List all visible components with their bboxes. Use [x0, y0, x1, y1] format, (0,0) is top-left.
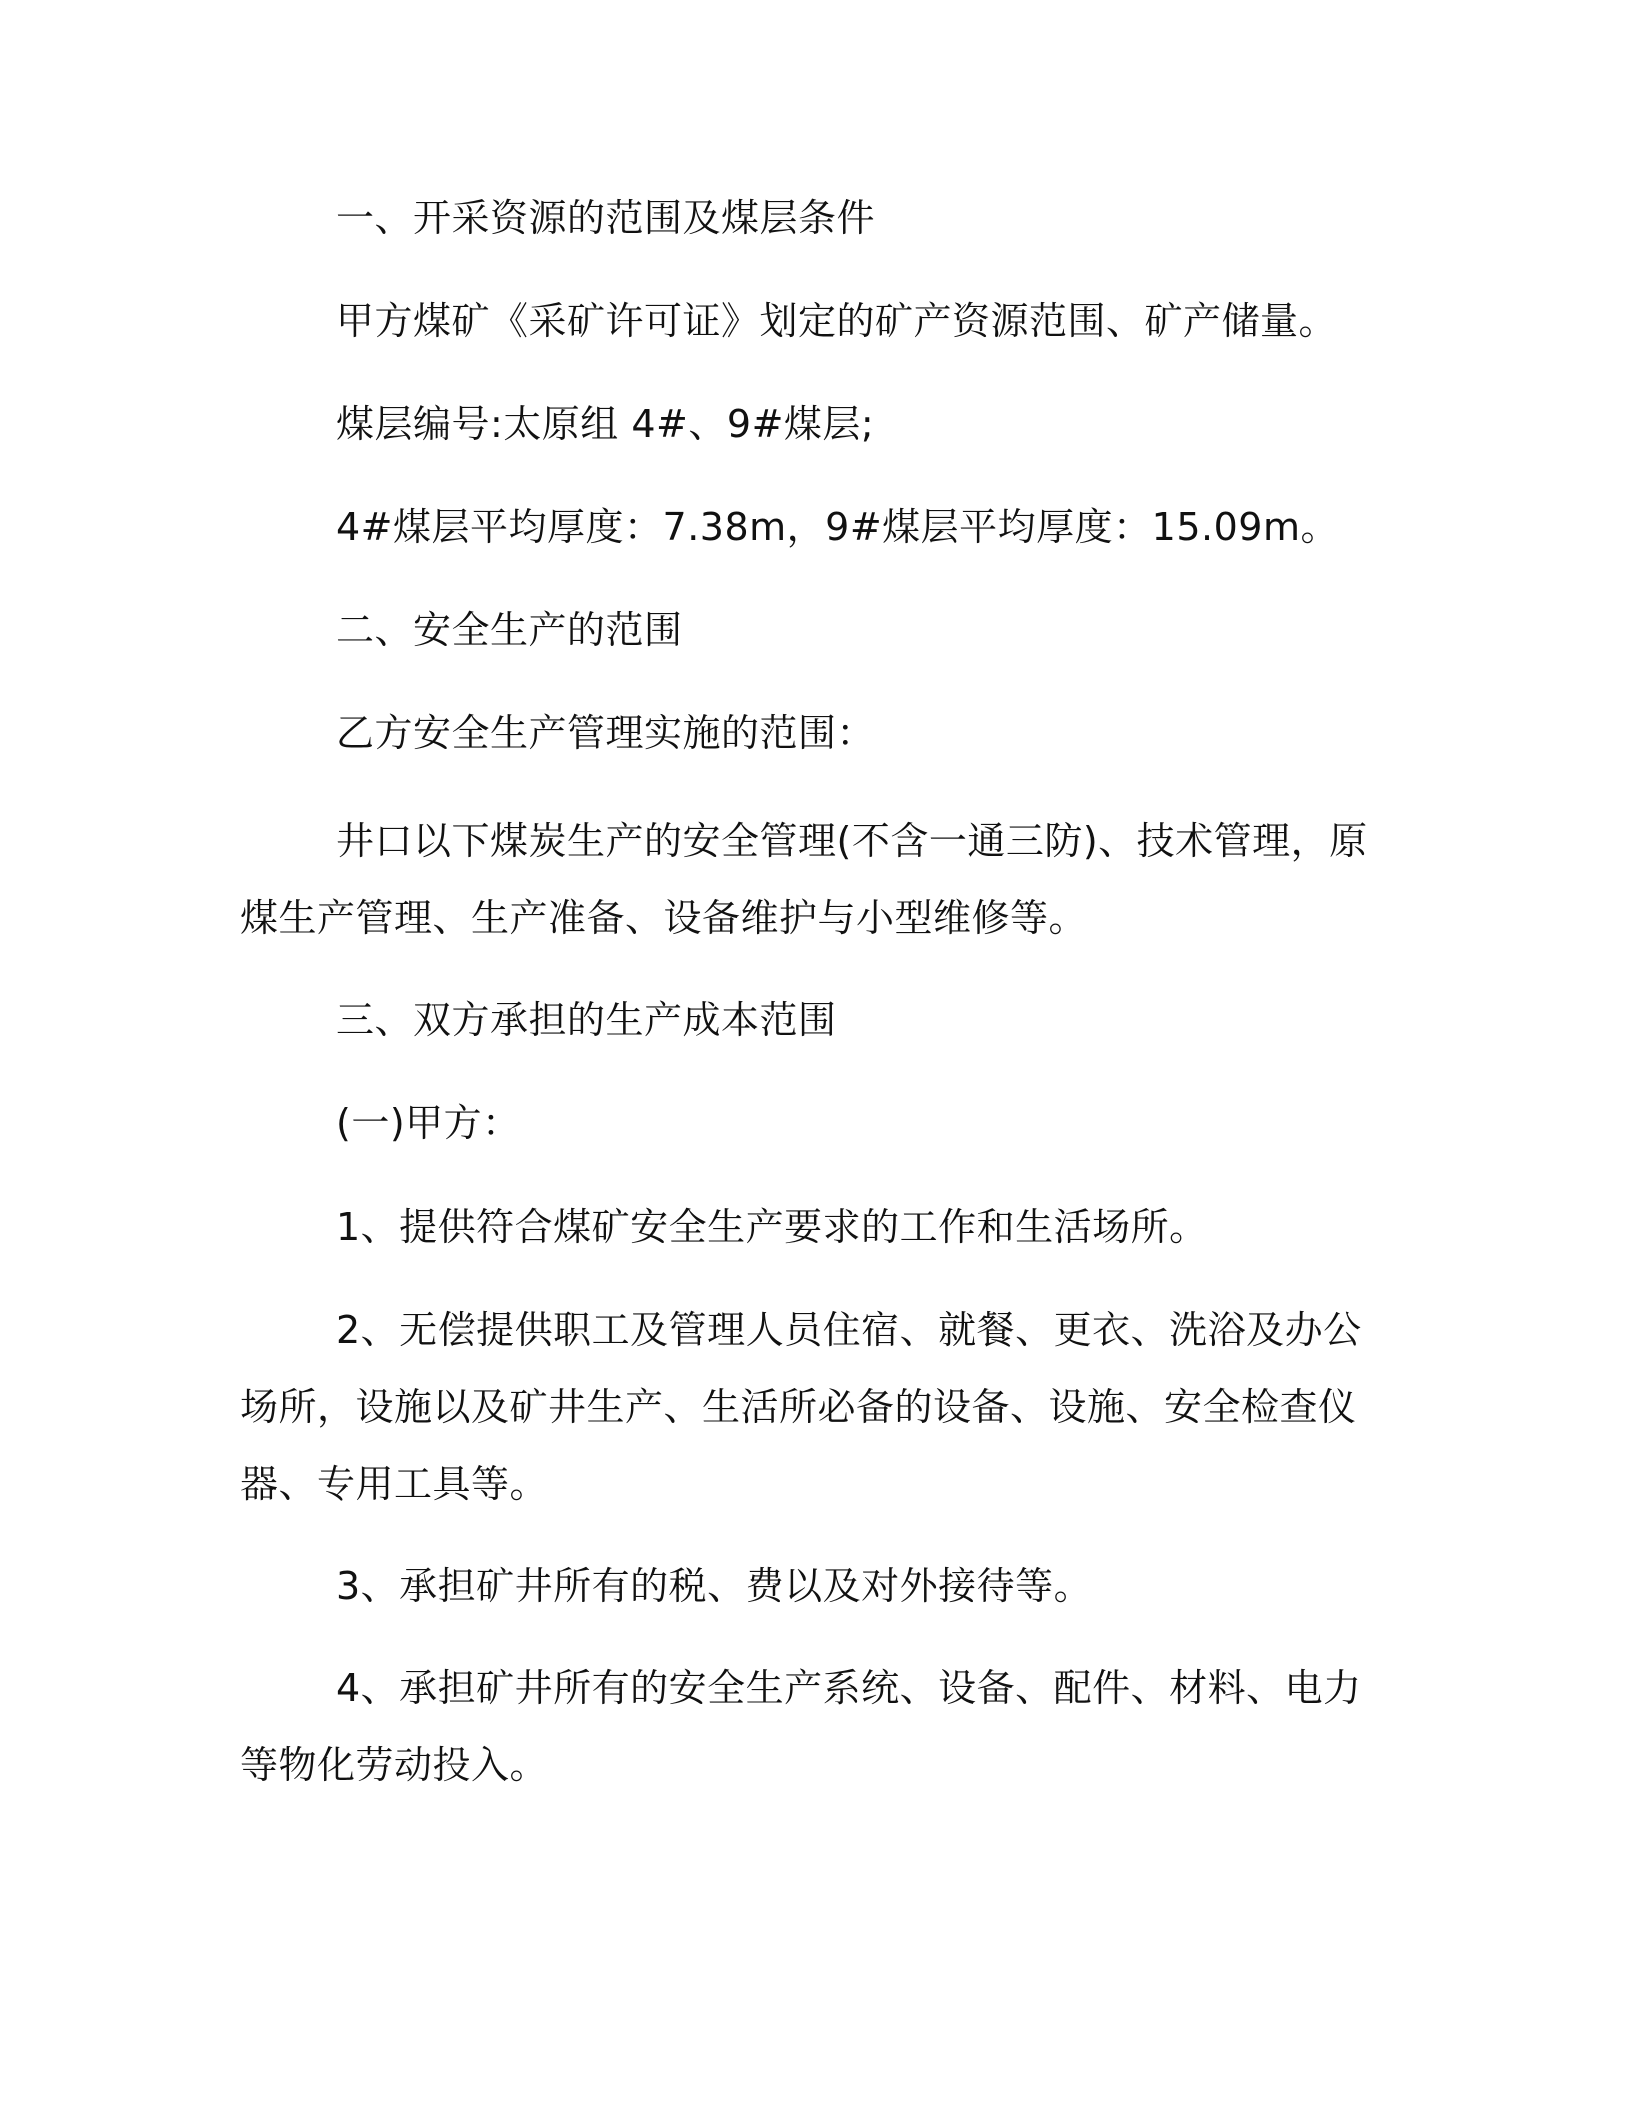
subsection-party-a: (一)甲方：: [336, 1101, 521, 1145]
section-heading-3: 三、双方承担的生产成本范围: [336, 998, 837, 1042]
list-item-1: 1、提供符合煤矿安全生产要求的工作和生活场所。: [336, 1205, 1208, 1249]
paragraph-seam-thickness: 4#煤层平均厚度：7.38m，9#煤层平均厚度：15.09m。: [336, 505, 1339, 549]
list-item-3: 3、承担矿井所有的税、费以及对外接待等。: [336, 1564, 1093, 1608]
section-heading-1: 一、开采资源的范围及煤层条件: [336, 196, 876, 240]
section-heading-2: 二、安全生产的范围: [336, 608, 683, 652]
list-item-2: 2、无偿提供职工及管理人员住宿、就餐、更衣、洗浴及办公场所，设施以及矿井生产、生活所必备的设备、设施、安全检查仪器、专用工具等。: [240, 1308, 1362, 1506]
paragraph-party-b-scope: 井口以下煤炭生产的安全管理(不含一通三防)、技术管理，原煤生产管理、生产准备、设备维护与小型维修等。: [240, 819, 1368, 940]
paragraph-party-b-scope-intro: 乙方安全生产管理实施的范围：: [336, 711, 876, 755]
list-item-4: 4、承担矿井所有的安全生产系统、设备、配件、材料、电力等物化劳动投入。: [240, 1666, 1362, 1787]
paragraph-seam-number: 煤层编号:太原组 4#、9#煤层;: [336, 402, 875, 446]
paragraph-mining-scope: 甲方煤矿《采矿许可证》划定的矿产资源范围、矿产储量。: [336, 299, 1338, 343]
